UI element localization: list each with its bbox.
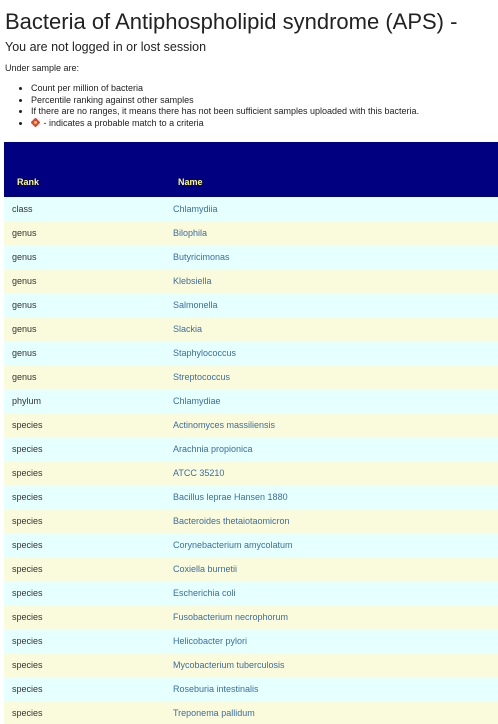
table-row bbox=[4, 485, 498, 509]
bacteria-name-link[interactable]: Mycobacterium tuberculosis bbox=[173, 660, 285, 670]
rank-cell: species bbox=[12, 444, 43, 454]
rank-cell: species bbox=[12, 684, 43, 694]
bacteria-name-link[interactable]: Arachnia propionica bbox=[173, 444, 253, 454]
bacteria-name-link[interactable]: Corynebacterium amycolatum bbox=[173, 540, 293, 550]
rank-cell: species bbox=[12, 516, 43, 526]
table-row bbox=[4, 221, 498, 245]
bacteria-name-link[interactable]: Chlamydiia bbox=[173, 204, 218, 214]
bacteria-name-link[interactable]: Slackia bbox=[173, 324, 203, 334]
table-row bbox=[4, 677, 498, 701]
note-item: • Count per million of bacteria bbox=[31, 83, 419, 95]
bacteria-name-link[interactable]: Salmonella bbox=[173, 300, 218, 310]
page-title: Bacteria of Antiphospholipid syndrome (APS) - bbox=[5, 9, 458, 34]
rank-cell: genus bbox=[12, 324, 37, 334]
bacteria-name-link[interactable]: Bacillus leprae Hansen 1880 bbox=[173, 492, 288, 502]
table-row bbox=[4, 461, 498, 485]
table-row bbox=[4, 317, 498, 341]
table-row bbox=[4, 653, 498, 677]
rank-cell: genus bbox=[12, 228, 37, 238]
rank-cell: genus bbox=[12, 348, 37, 358]
rank-cell: genus bbox=[12, 372, 37, 382]
note-item: • Percentile ranking against other samples bbox=[31, 95, 419, 107]
bacteria-table bbox=[4, 142, 498, 724]
table-row bbox=[4, 557, 498, 581]
note-item bbox=[31, 118, 419, 130]
bacteria-name-link[interactable]: Escherichia coli bbox=[173, 588, 236, 598]
notes-intro: Under sample are: bbox=[5, 63, 80, 73]
rank-cell: species bbox=[12, 492, 43, 502]
note-item-text: - indicates a probable match to a criteria bbox=[41, 117, 204, 128]
rank-cell: genus bbox=[12, 276, 37, 286]
rank-cell: species bbox=[12, 660, 43, 670]
table-row bbox=[4, 245, 498, 269]
rank-cell: phylum bbox=[12, 396, 42, 406]
bacteria-name-link[interactable]: Fusobacterium necrophorum bbox=[173, 612, 289, 622]
rank-cell: species bbox=[12, 540, 43, 550]
table-header bbox=[4, 142, 498, 197]
note-item: • If there are no ranges, it means there has not been sufficient samples uploaded with this bacteria. bbox=[31, 106, 419, 118]
rank-cell: species bbox=[12, 708, 43, 718]
bacteria-name-link[interactable]: Klebsiella bbox=[173, 276, 212, 286]
rank-cell: species bbox=[12, 612, 43, 622]
table-row bbox=[4, 533, 498, 557]
rank-cell: class bbox=[12, 204, 33, 214]
rank-cell: species bbox=[12, 588, 43, 598]
bacteria-name-link[interactable]: Helicobacter pylori bbox=[173, 636, 248, 646]
bacteria-name-link[interactable]: Coxiella burnetii bbox=[173, 564, 238, 574]
table-row bbox=[4, 197, 498, 221]
notes-list bbox=[0, 83, 419, 129]
bacteria-name-link[interactable]: Treponema pallidum bbox=[173, 708, 255, 718]
rank-cell: species bbox=[12, 564, 43, 574]
table-row bbox=[4, 701, 498, 724]
bacteria-name-link[interactable]: Staphylococcus bbox=[173, 348, 237, 358]
bacteria-name-link[interactable]: Bilophila bbox=[173, 228, 208, 238]
table-row bbox=[4, 509, 498, 533]
table-row bbox=[4, 293, 498, 317]
table-row bbox=[4, 581, 498, 605]
column-header-name[interactable]: Name bbox=[178, 177, 203, 187]
bacteria-name-link[interactable]: Bacteroides thetaiotaomicron bbox=[173, 516, 290, 526]
bacteria-name-link[interactable]: Chlamydiae bbox=[173, 396, 221, 406]
table-row bbox=[4, 437, 498, 461]
table-row bbox=[4, 341, 498, 365]
table-row bbox=[4, 365, 498, 389]
table-body bbox=[4, 197, 498, 724]
table-row bbox=[4, 389, 498, 413]
bacteria-name-link[interactable]: Actinomyces massiliensis bbox=[173, 420, 276, 430]
rank-cell: species bbox=[12, 420, 43, 430]
bacteria-name-link[interactable]: ATCC 35210 bbox=[173, 468, 225, 478]
bacteria-name-link[interactable]: Streptococcus bbox=[173, 372, 231, 382]
login-status: You are not logged in or lost session bbox=[5, 40, 207, 54]
table-row bbox=[4, 413, 498, 437]
rank-cell: species bbox=[12, 468, 43, 478]
table-row bbox=[4, 269, 498, 293]
rank-cell: species bbox=[12, 636, 43, 646]
table-row bbox=[4, 605, 498, 629]
rank-cell: genus bbox=[12, 252, 37, 262]
column-header-rank[interactable]: Rank bbox=[17, 177, 40, 187]
bacteria-name-link[interactable]: Butyricimonas bbox=[173, 252, 230, 262]
table-row bbox=[4, 629, 498, 653]
probable-match-icon bbox=[31, 118, 40, 127]
rank-cell: genus bbox=[12, 300, 37, 310]
bacteria-name-link[interactable]: Roseburia intestinalis bbox=[173, 684, 259, 694]
